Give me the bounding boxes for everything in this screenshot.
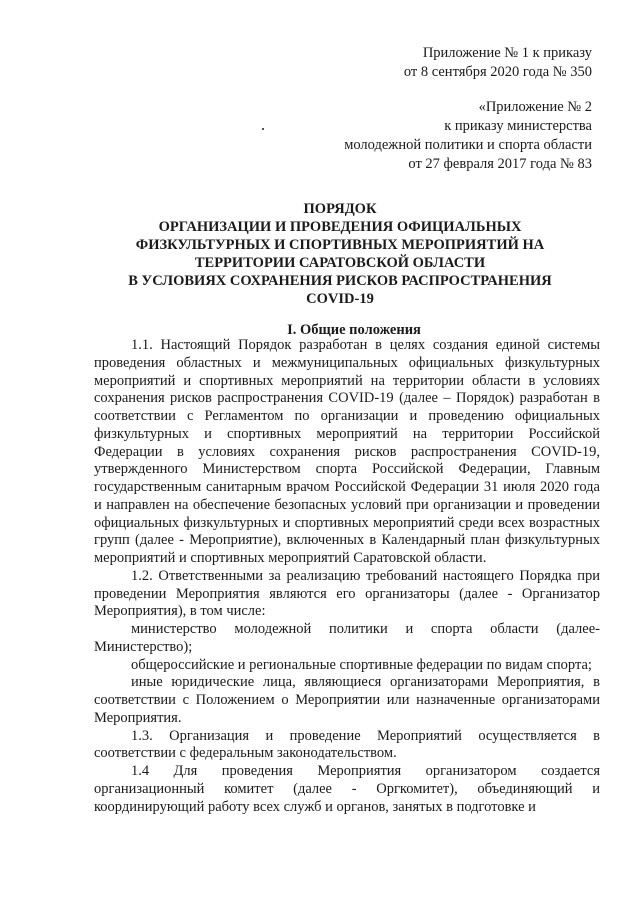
title-line-2: ОРГАНИЗАЦИИ И ПРОВЕДЕНИЯ ОФИЦИАЛЬНЫХ (158, 219, 522, 235)
title-line-3: ФИЗКУЛЬТУРНЫХ И СПОРТИВНЫХ МЕРОПРИЯТИЙ НА (135, 237, 545, 253)
annex-1-header (404, 44, 592, 82)
annex-2-line-1: «Приложение № 2 (478, 99, 592, 115)
paragraph-1-3: 1.3. Организация и проведение Мероприятий осуществляется в соответствии с федеральным законодательством. (94, 727, 600, 762)
annex-1-line-1: Приложение № 1 к приказу (422, 45, 592, 61)
document-title (80, 200, 600, 308)
title-line-4: ТЕРРИТОРИИ САРАТОВСКОЙ ОБЛАСТИ (194, 255, 486, 271)
paragraph-1-1: 1.1. Настоящий Порядок разработан в целях создания единой системы проведения областных и межмуниципальных официальных физкультурных мероприятий и спортивных мероприятий на территории области в условиях сохранения рисков распространения COVID-19 (далее – Порядок) разработан в соответствии с Регламентом по организации и проведению официальных физкультурных и спортивных мероприятий на территории Российской Федерации в условиях сохранения рисков распространения COVID-19, утвержденного Министерством спорта Российской Федерации, Главным государственным санитарным врачом Российской Федерации 31 июля 2020 года и направлен на обеспечение безопасных условий при организации и проведении официальных физкультурных и спортивных мероприятий среди всех возрастных групп (далее - Мероприятие), включенных в Календарный план физкультурных мероприятий и спортивных мероприятий Саратовской области. (94, 337, 600, 566)
title-line-6: COVID-19 (306, 291, 374, 307)
paragraph-1-2: 1.2. Ответственными за реализацию требований настоящего Порядка при проведении Мероприятия являются его организаторы (далее - Организатор Мероприятия), в том числе: (94, 567, 600, 620)
section-body (94, 337, 600, 816)
section-heading: I. Общие положения (287, 322, 421, 338)
scan-speck (262, 128, 264, 130)
annex-2-line-3: молодежной политики и спорта области (344, 137, 592, 153)
annex-2-line-4: от 27 февраля 2017 года № 83 (408, 156, 592, 172)
paragraph-legal-entities: иные юридические лица, являющиеся организаторами Мероприятия, в соответствии с Положением о Мероприятии или назначенные организаторами Мероприятия. (94, 674, 600, 726)
annex-2-line-2: к приказу министерства (444, 118, 592, 134)
paragraph-1-4: 1.4 Для проведения Мероприятия организатором создается организационный комитет (далее - Оргкомитет), объединяющий и координирующий работу всех служб и органов, занятых в подготовке и (94, 763, 600, 815)
title-line-5: В УСЛОВИЯХ СОХРАНЕНИЯ РИСКОВ РАСПРОСТРАНЕНИЯ (128, 273, 552, 289)
title-line-1: ПОРЯДОК (303, 201, 377, 217)
paragraph-ministry: министерство молодежной политики и спорта области (далее- Министерство); (94, 621, 600, 655)
annex-2-header (344, 98, 592, 174)
annex-1-line-2: от 8 сентября 2020 года № 350 (403, 64, 592, 80)
paragraph-federations: общероссийские и региональные спортивные федерации по видам спорта; (131, 656, 592, 673)
